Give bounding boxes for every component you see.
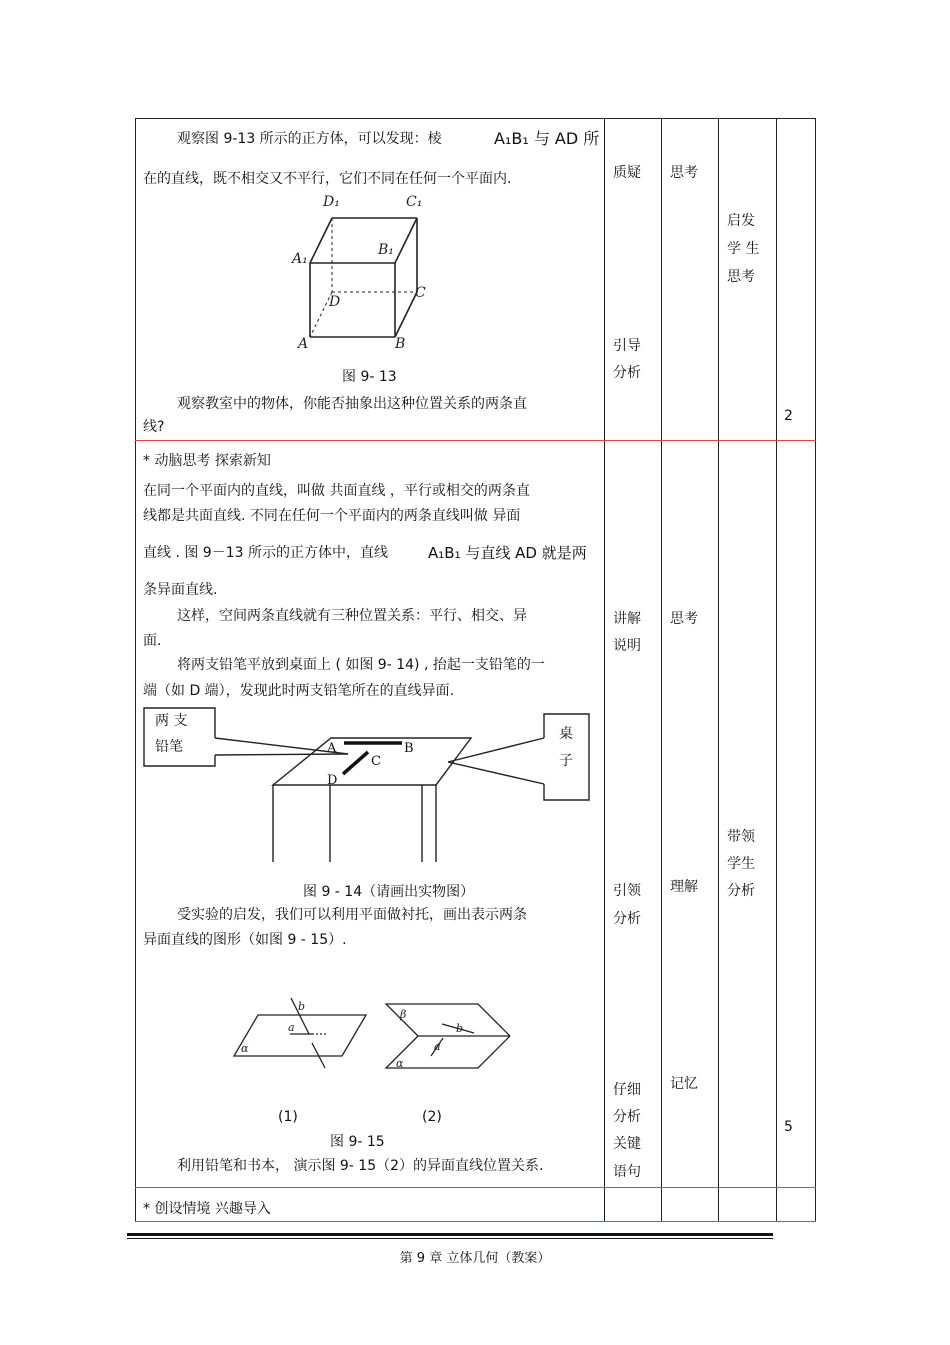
row2-text: 在同一个平面内的直线，叫做 共面直线 ，平行或相交的两条直 xyxy=(143,483,530,499)
footer-rule-thin xyxy=(127,1238,773,1239)
cube-label-C1: C₁ xyxy=(406,194,423,210)
row2-text: 条异面直线. xyxy=(143,582,218,598)
point-label-C: C xyxy=(371,754,381,769)
row1-question-line2: 线? xyxy=(143,419,165,435)
footer-rule-thick xyxy=(127,1233,773,1236)
cube-label-D: D xyxy=(329,294,341,310)
row2-text: 线都是共面直线. 不同在任何一个平面内的两条直线叫做 异面 xyxy=(143,508,521,524)
point-label-B: B xyxy=(404,741,414,756)
plane-label-alpha2: α xyxy=(396,1057,404,1070)
col-divider-1 xyxy=(604,118,605,1221)
callout-desk: 桌 xyxy=(559,726,573,742)
cube-label-B1: B₁ xyxy=(378,242,394,258)
design-intent: 启发 xyxy=(727,213,755,229)
teacher-activity: 分析 xyxy=(613,911,641,927)
callout-pencils: 两 支 xyxy=(155,713,188,729)
point-label-D: D xyxy=(327,773,338,788)
design-intent: 分析 xyxy=(727,883,755,899)
teacher-activity: 仔细 xyxy=(613,1082,641,1098)
subfig-label-2: (2) xyxy=(422,1109,442,1125)
row2-text: 直线 . 图 9－13 所示的正方体中，直线 xyxy=(143,545,388,561)
student-activity: 记忆 xyxy=(670,1076,698,1092)
table-left-border xyxy=(135,118,136,1221)
row-divider-2 xyxy=(135,1187,816,1188)
col-divider-3 xyxy=(718,118,719,1221)
design-intent: 思考 xyxy=(727,269,755,285)
row2-text: 面. xyxy=(143,633,162,649)
col-divider-4 xyxy=(776,118,777,1221)
line-label-b: b xyxy=(298,1000,306,1013)
table-bottom-border xyxy=(135,1221,816,1222)
fig-9-14-caption: 图 9 - 14（请画出实物图） xyxy=(303,884,475,900)
cube-label-C: C xyxy=(415,285,426,301)
cube-label-A: A xyxy=(298,336,309,350)
cube-label-A1: A₁ xyxy=(292,251,308,267)
section-heading: * 动脑思考 探索新知 xyxy=(143,453,271,469)
fig-9-15-caption: 图 9- 15 xyxy=(330,1134,385,1150)
teacher-activity: 说明 xyxy=(613,638,641,654)
teacher-activity: 关键 xyxy=(613,1136,641,1152)
line-label-a2: a xyxy=(434,1040,441,1053)
row1-question-line1: 观察教室中的物体，你能否抽象出这种位置关系的两条直 xyxy=(177,396,527,412)
minutes: 5 xyxy=(784,1119,793,1135)
row2-text: 异面直线的图形（如图 9 - 15）. xyxy=(143,932,347,948)
teacher-activity: 引导 xyxy=(613,338,641,354)
table-top-border xyxy=(135,118,816,119)
section-heading: * 创设情境 兴趣导入 xyxy=(143,1201,271,1217)
row2-text: 端（如 D 端），发现此时两支铅笔所在的直线异面. xyxy=(143,683,455,699)
table-right-border xyxy=(815,118,816,1221)
cube-label-B: B xyxy=(395,336,406,350)
teacher-activity: 讲解 xyxy=(613,611,641,627)
fig-9-14-desk xyxy=(138,702,598,867)
design-intent: 学生 xyxy=(727,856,755,872)
footer-text: 第 9 章 立体几何（教案） xyxy=(399,1251,551,1266)
callout-pencils: 铅笔 xyxy=(155,739,183,755)
line-label-a: a xyxy=(288,1021,295,1034)
subfig-label-1: (1) xyxy=(278,1109,298,1125)
student-activity: 思考 xyxy=(670,165,698,181)
cube-figure xyxy=(285,190,435,350)
row2-formula: A₁B₁ 与直线 AD 就是两 xyxy=(428,544,587,562)
student-activity: 理解 xyxy=(670,879,698,895)
teacher-activity: 质疑 xyxy=(613,165,641,181)
row1-text-line1: 观察图 9-13 所示的正方体，可以发现：棱 xyxy=(177,131,442,147)
design-intent: 学 生 xyxy=(727,241,760,257)
row1-text-line2: 在的直线，既不相交又不平行，它们不同在任何一个平面内. xyxy=(143,171,512,187)
row2-text: 将两支铅笔平放到桌面上 ( 如图 9- 14) , 抬起一支铅笔的一 xyxy=(177,657,545,673)
teacher-activity: 引领 xyxy=(613,883,641,899)
callout-desk: 子 xyxy=(559,753,573,769)
teacher-activity: 语句 xyxy=(613,1164,641,1180)
design-intent: 带领 xyxy=(727,829,755,845)
fig-9-13-caption: 图 9- 13 xyxy=(342,369,397,385)
row2-text: 这样，空间两条直线就有三种位置关系：平行、相交、异 xyxy=(177,608,527,624)
row1-formula: A₁B₁ 与 AD 所 xyxy=(494,129,600,148)
point-label-A: A xyxy=(327,741,337,756)
line-label-b2: b xyxy=(456,1022,464,1035)
plane-label-beta: β xyxy=(400,1008,407,1021)
fig-9-15-skew-lines xyxy=(228,988,528,1088)
cube-label-D1: D₁ xyxy=(323,194,340,210)
col-divider-2 xyxy=(661,118,662,1221)
teacher-activity: 分析 xyxy=(613,365,641,381)
row2-text: 受实验的启发，我们可以利用平面做衬托，画出表示两条 xyxy=(177,907,527,923)
plane-label-alpha: α xyxy=(241,1042,249,1055)
row-divider-1 xyxy=(135,440,816,441)
teacher-activity: 分析 xyxy=(613,1109,641,1125)
row2-text: 利用铅笔和书本， 演示图 9- 15（2）的异面直线位置关系. xyxy=(177,1158,544,1174)
minutes: 2 xyxy=(784,408,793,424)
student-activity: 思考 xyxy=(670,611,698,627)
